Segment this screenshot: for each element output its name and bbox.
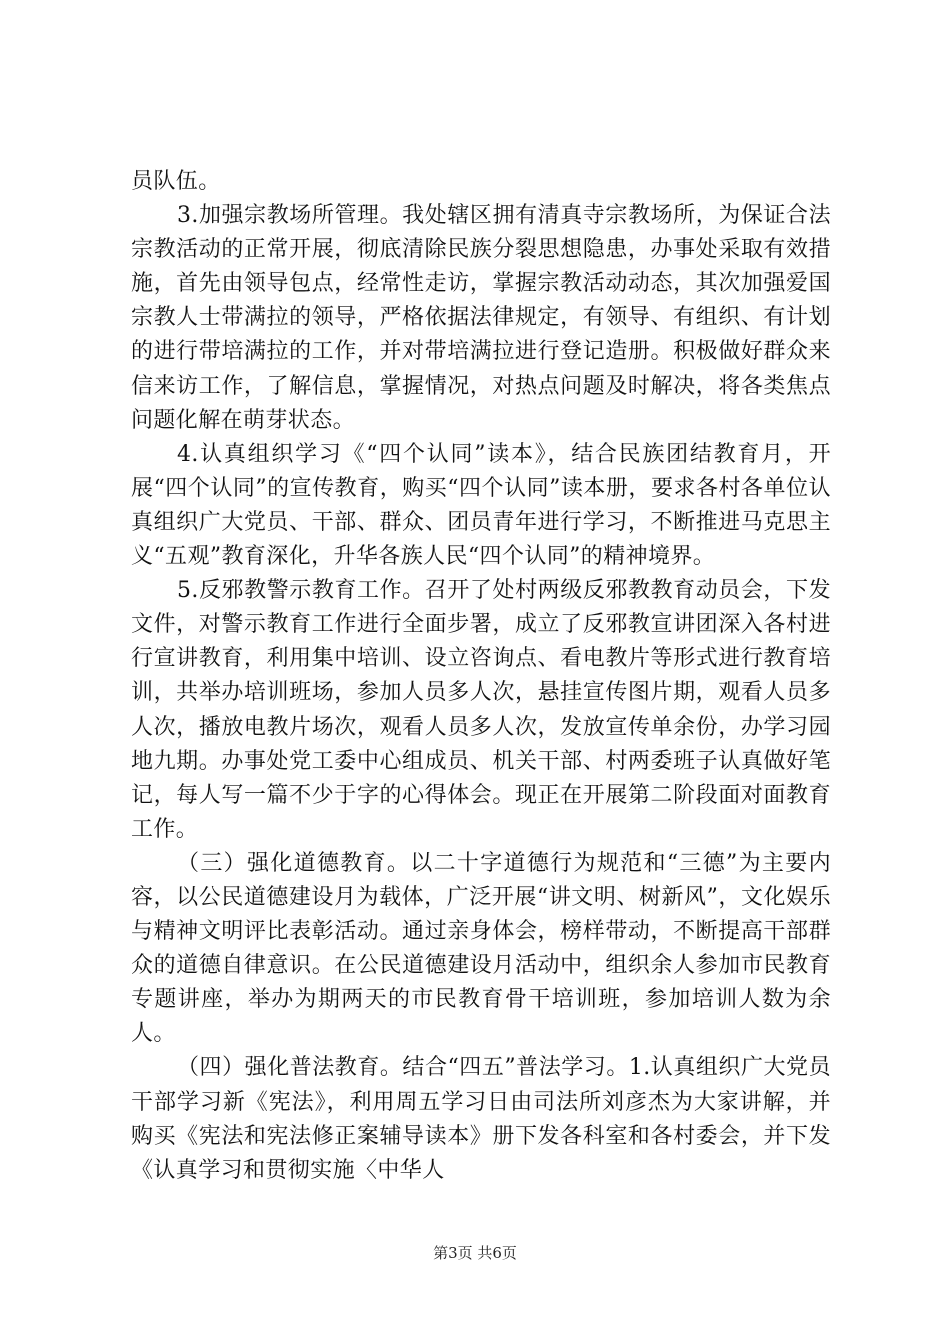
document-body bbox=[131, 165, 831, 1188]
page-number-footer: 第3页 共6页 bbox=[433, 1244, 517, 1262]
paragraph-5: （四）强化普法教育。结合“四五”普法学习。1.认真组织广大党员干部学习新《宪法》，利用周五学习日由司法所刘彦杰为大家讲解，并购买《宪法和宪法修正案辅导读本》册下发各科室和各村委会，并下发《认真学习和贯彻实施〈中华人 bbox=[131, 1055, 831, 1183]
paragraph-3: 5.反邪教警示教育工作。召开了处村两级反邪教教育动员会，下发文件，对警示教育工作进行全面步署，成立了反邪教宣讲团深入各村进行宣讲教育，利用集中培训、设立咨询点、看电教片等形式进行教育培训，共举办培训班场，参加人员多人次，悬挂宣传图片期，观看人员多人次，播放电教片场次，观看人员多人次，发放宣传单余份，办学习园地九期。办事处党工委中心组成员、机关干部、村两委班子认真做好笔记，每人写一篇不少于字的心得体会。现正在开展第二阶段面对面教育工作。 bbox=[131, 578, 831, 842]
paragraph-1: 3.加强宗教场所管理。我处辖区拥有清真寺宗教场所，为保证合法宗教活动的正常开展，彻底清除民族分裂思想隐患，办事处采取有效措施，首先由领导包点，经常性走访，掌握宗教活动动态，其次加强爱国宗教人士带满拉的领导，严格依据法律规定，有领导、有组织、有计划的进行带培满拉的工作，并对带培满拉进行登记造册。积极做好群众来信来访工作，了解信息，掌握情况，对热点问题及时解决，将各类焦点问题化解在萌芽状态。 bbox=[131, 203, 831, 433]
paragraph-0: 员队伍。 bbox=[131, 169, 221, 194]
paragraph-4: （三）强化道德教育。以二十字道德行为规范和“三德”为主要内容，以公民道德建设月为载体，广泛开展“讲文明、树新风”，文化娱乐与精神文明评比表彰活动。通过亲身体会，榜样带动，不断提高干部群众的道德自律意识。在公民道德建设月活动中，组织余人参加市民教育专题讲座，举办为期两天的市民教育骨干培训班，参加培训人数为余人。 bbox=[131, 850, 831, 1047]
paragraph-2: 4.认真组织学习《“四个认同”读本》，结合民族团结教育月，开展“四个认同”的宣传教育，购买“四个认同”读本册，要求各村各单位认真组织广大党员、干部、群众、团员青年进行学习，不断推进马克思主义“五观”教育深化，升华各族人民“四个认同”的精神境界。 bbox=[131, 441, 831, 570]
